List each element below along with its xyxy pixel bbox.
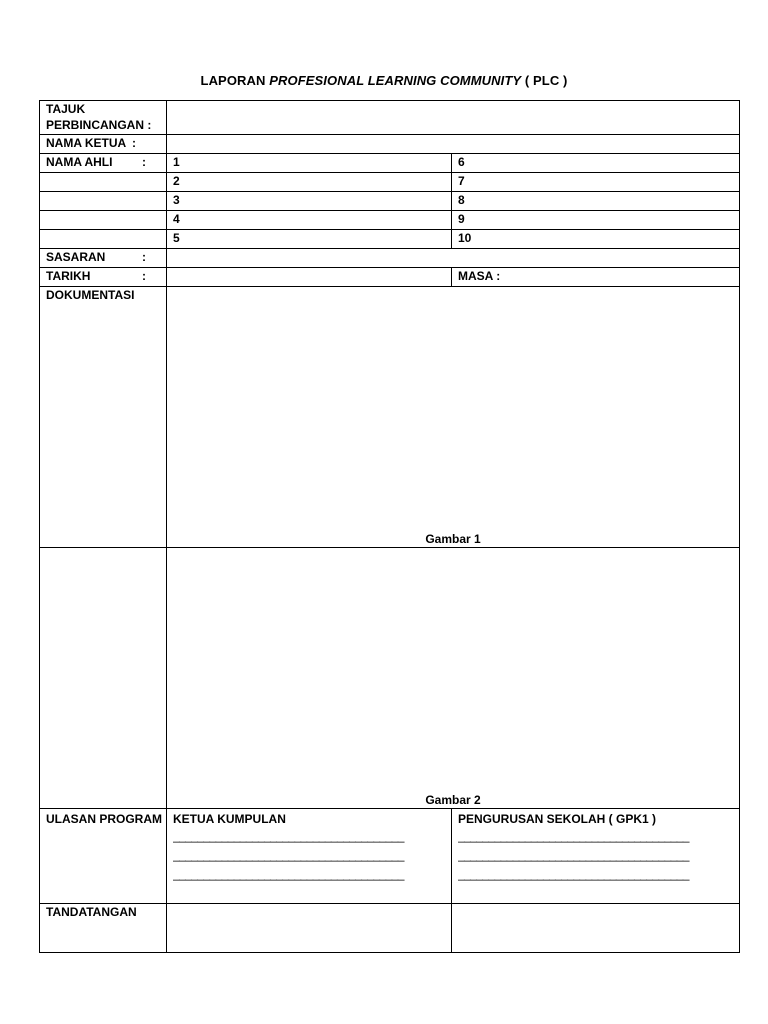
label-tajuk-line1: TAJUK xyxy=(46,102,86,116)
write-line[interactable]: ______________________________________ xyxy=(173,848,404,862)
photo-box-1[interactable] xyxy=(167,287,740,548)
write-line[interactable]: ______________________________________ xyxy=(173,867,404,881)
caption-gambar-1: Gambar 1 xyxy=(425,532,481,546)
label-ulasan-program: ULASAN PROGRAM xyxy=(40,809,167,904)
label-nama-ketua xyxy=(40,135,167,154)
empty-label-cell xyxy=(40,192,167,211)
label-nama-ketua-text: NAMA KETUA xyxy=(46,136,127,150)
row-dokumentasi xyxy=(40,287,740,548)
field-masa[interactable]: MASA : xyxy=(452,268,740,287)
row-tandatangan xyxy=(40,904,740,953)
member-field-2[interactable]: 2 xyxy=(167,173,452,192)
field-tajuk[interactable] xyxy=(167,101,740,135)
colon: : xyxy=(142,269,146,283)
field-sasaran[interactable] xyxy=(167,249,740,268)
title-italic: PROFESIONAL LEARNING COMMUNITY xyxy=(269,73,522,88)
plc-report-form xyxy=(39,100,740,953)
write-line[interactable]: ______________________________________ xyxy=(458,867,689,881)
label-nama-ahli xyxy=(40,154,167,173)
label-pengurusan-sekolah: PENGURUSAN SEKOLAH ( GPK1 ) xyxy=(458,812,657,826)
label-tandatangan: TANDATANGAN xyxy=(40,904,167,953)
label-ketua-kumpulan: KETUA KUMPULAN xyxy=(173,812,286,826)
label-nama-ahli-text: NAMA AHLI xyxy=(46,155,113,169)
member-field-10[interactable]: 10 xyxy=(452,230,740,249)
label-tajuk xyxy=(40,101,167,135)
signature-pengurusan[interactable] xyxy=(452,904,740,953)
row-nama-ahli-4 xyxy=(40,211,740,230)
write-line[interactable]: ______________________________________ xyxy=(458,829,689,843)
row-nama-ketua xyxy=(40,135,740,154)
colon: : xyxy=(142,155,146,169)
row-sasaran xyxy=(40,249,740,268)
member-field-1[interactable]: 1 xyxy=(167,154,452,173)
row-ulasan xyxy=(40,809,740,904)
row-gambar-2 xyxy=(40,548,740,809)
row-nama-ahli-3 xyxy=(40,192,740,211)
member-field-5[interactable]: 5 xyxy=(167,230,452,249)
row-nama-ahli-1 xyxy=(40,154,740,173)
signature-ketua[interactable] xyxy=(167,904,452,953)
ulasan-pengurusan-cell[interactable] xyxy=(452,809,740,904)
member-field-7[interactable]: 7 xyxy=(452,173,740,192)
label-sasaran-text: SASARAN xyxy=(46,250,106,264)
field-tarikh[interactable] xyxy=(167,268,452,287)
member-field-9[interactable]: 9 xyxy=(452,211,740,230)
member-field-4[interactable]: 4 xyxy=(167,211,452,230)
member-field-6[interactable]: 6 xyxy=(452,154,740,173)
label-tajuk-line2: PERBINCANGAN : xyxy=(46,118,152,132)
row-tajuk xyxy=(40,101,740,135)
row-tarikh xyxy=(40,268,740,287)
colon: : xyxy=(142,250,146,264)
member-field-8[interactable]: 8 xyxy=(452,192,740,211)
label-sasaran xyxy=(40,249,167,268)
member-field-3[interactable]: 3 xyxy=(167,192,452,211)
photo-box-2[interactable] xyxy=(167,548,740,809)
empty-label-cell xyxy=(40,230,167,249)
label-tarikh xyxy=(40,268,167,287)
title-suffix: ( PLC ) xyxy=(521,73,568,88)
field-nama-ketua[interactable] xyxy=(167,135,740,154)
write-line[interactable]: ______________________________________ xyxy=(458,848,689,862)
label-dokumentasi: DOKUMENTASI xyxy=(40,287,167,548)
page-title xyxy=(0,73,768,88)
empty-label-cell xyxy=(40,548,167,809)
title-prefix: LAPORAN xyxy=(200,73,270,88)
row-nama-ahli-5 xyxy=(40,230,740,249)
write-line[interactable]: ______________________________________ xyxy=(173,829,404,843)
colon: : xyxy=(132,136,136,150)
empty-label-cell xyxy=(40,173,167,192)
ulasan-ketua-cell[interactable] xyxy=(167,809,452,904)
caption-gambar-2: Gambar 2 xyxy=(425,793,481,807)
empty-label-cell xyxy=(40,211,167,230)
row-nama-ahli-2 xyxy=(40,173,740,192)
label-tarikh-text: TARIKH xyxy=(46,269,91,283)
